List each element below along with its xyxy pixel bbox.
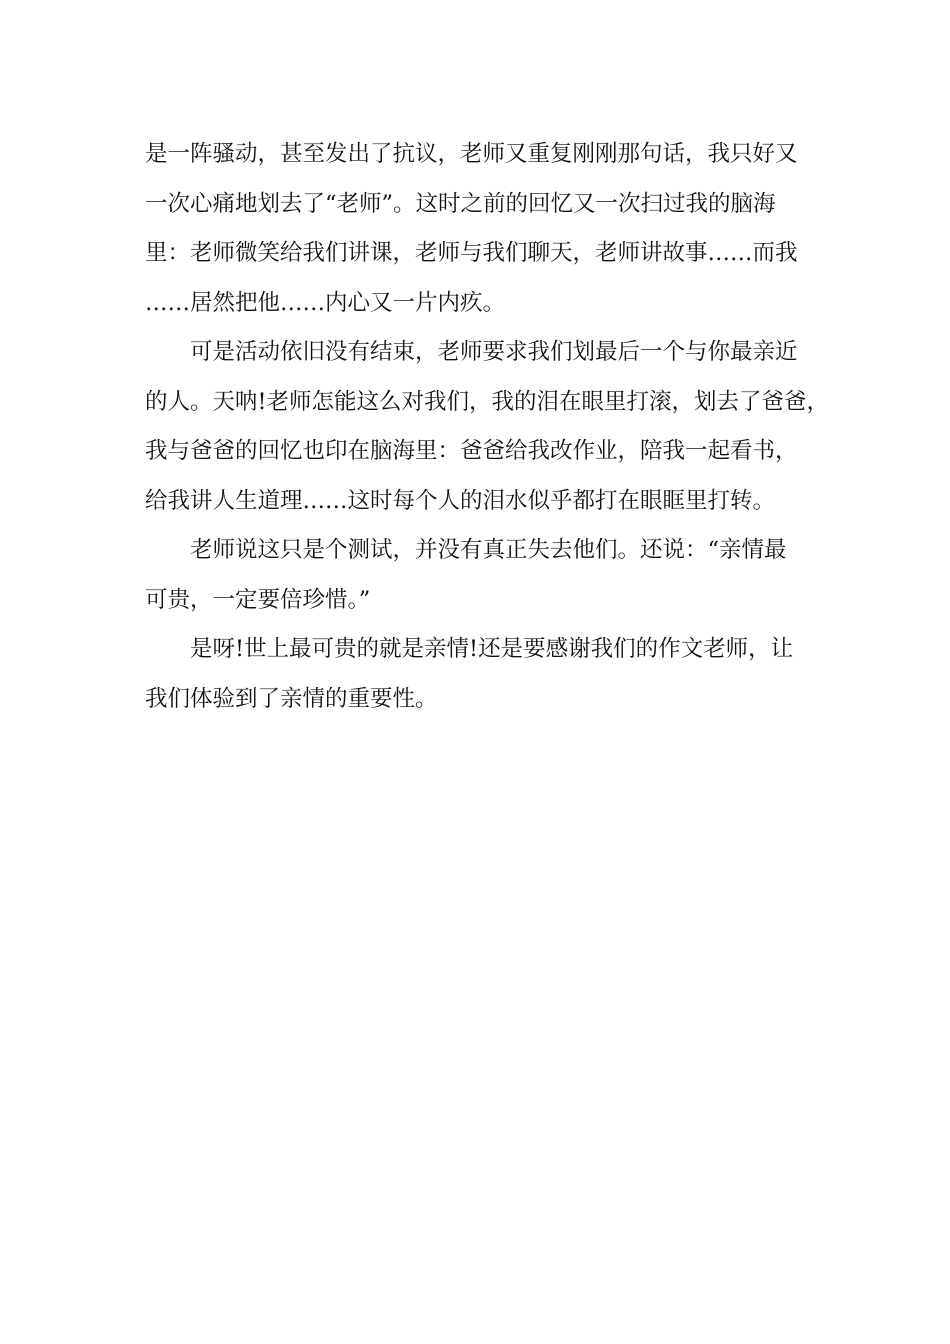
text-line-7: 我与爸爸的回忆也印在脑海里：爸爸给我改作业，陪我一起看书， [145, 438, 798, 464]
essay-body [145, 130, 830, 724]
text-line-5: 可是活动依旧没有结束，老师要求我们划最后一个与你最亲近 [190, 339, 798, 365]
text-line-6: 的人。天呐!老师怎能这么对我们，我的泪在眼里打滚，划去了爸爸， [145, 388, 830, 415]
text-line-2: 一次心痛地划去了“老师”。这时之前的回忆又一次扫过我的脑海 [145, 190, 776, 217]
text-line-8: 给我讲人生道理……这时每个人的泪水似乎都打在眼眶里打转。 [145, 487, 776, 514]
text-line-9: 老师说这只是个测试，并没有真正失去他们。还说：“亲情最 [190, 537, 787, 563]
text-line-11: 是呀!世上最可贵的就是亲情!还是要感谢我们的作文老师，让 [190, 636, 794, 662]
text-line-10: 可贵，一定要倍珍惜。” [145, 586, 371, 613]
text-line-1: 是一阵骚动，甚至发出了抗议，老师又重复刚刚那句话，我只好又 [145, 141, 798, 167]
text-line-4: ……居然把他……内心又一片内疚。 [145, 289, 506, 316]
text-line-3: 里：老师微笑给我们讲课，老师与我们聊天，老师讲故事……而我 [145, 240, 798, 266]
text-line-12: 我们体验到了亲情的重要性。 [145, 685, 438, 712]
